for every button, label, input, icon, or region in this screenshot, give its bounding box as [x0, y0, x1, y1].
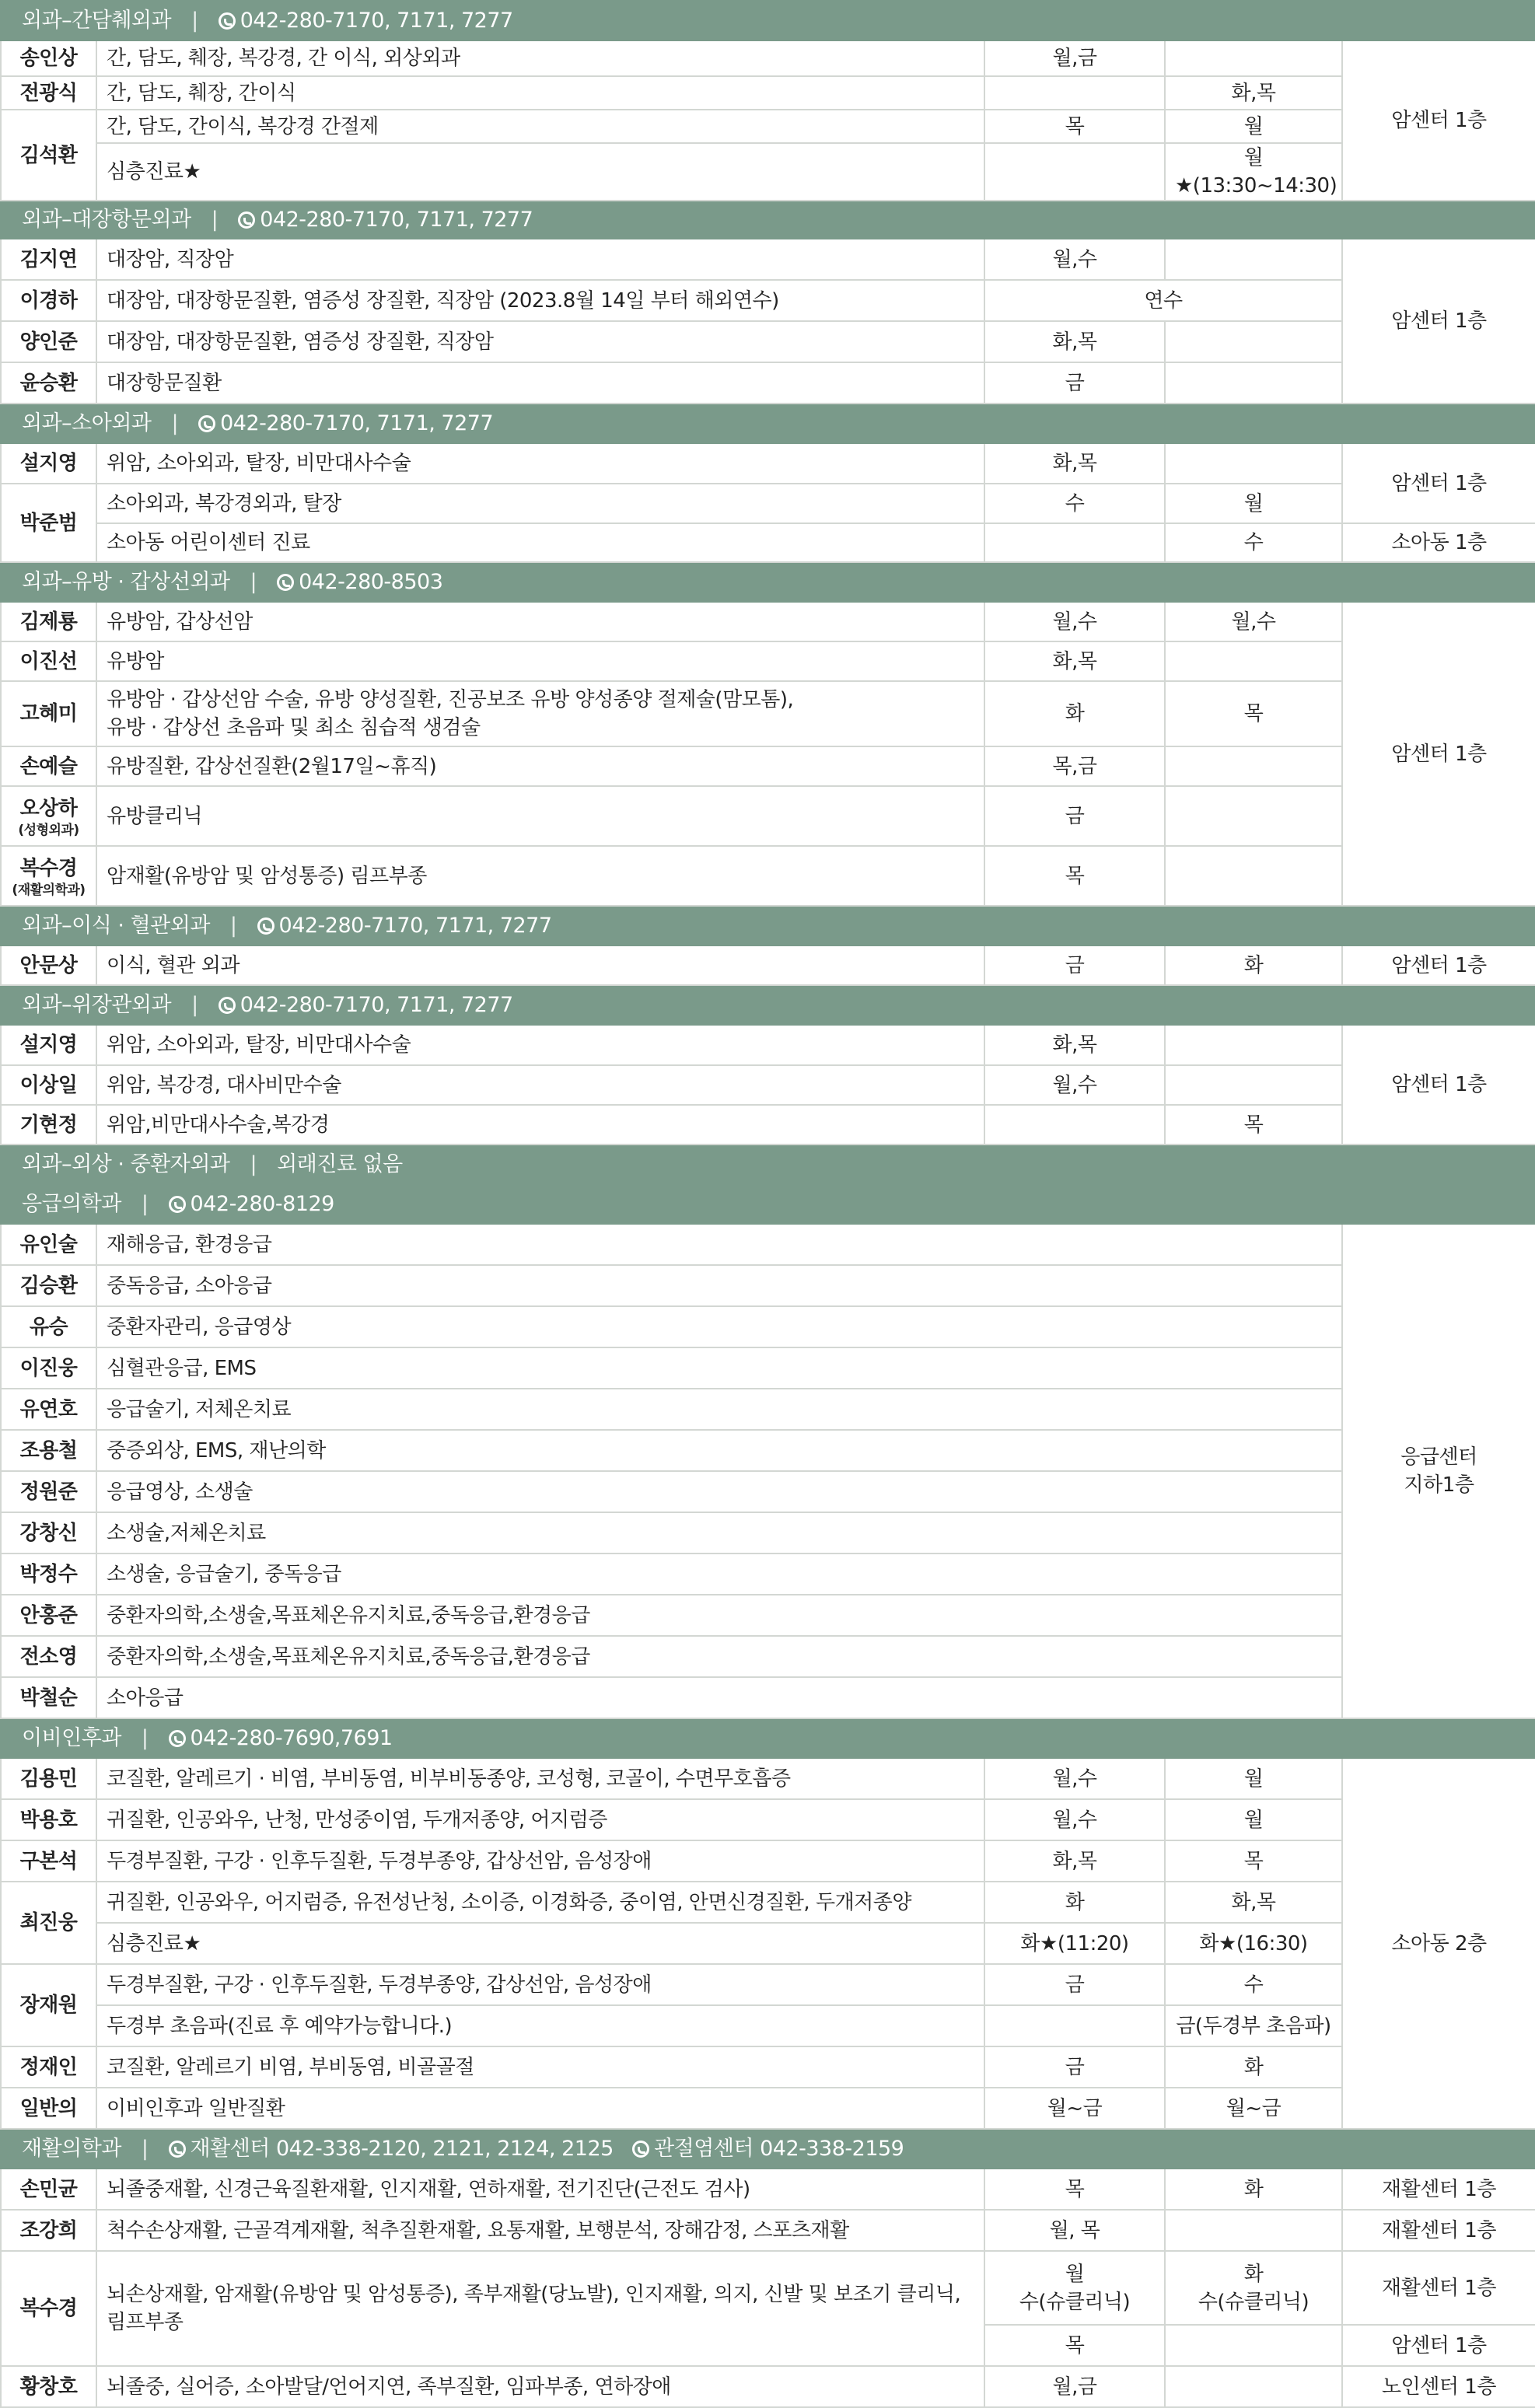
- section-header: 외과–외상 · 중환자외과 | 외래진료 없음: [1, 1145, 1535, 1184]
- doctor-name: 복수경: [1, 2251, 96, 2366]
- table-row: [1, 280, 1535, 321]
- specialty: 심층진료★: [96, 143, 984, 201]
- doctor-name: 박철순: [1, 1677, 96, 1718]
- section-title: 외과–외상 · 중환자외과: [22, 1152, 230, 1176]
- am-days: 월~금: [984, 2088, 1165, 2129]
- specialty: 심층진료★: [96, 1923, 984, 1964]
- specialty: 소아외과, 복강경외과, 탈장: [96, 484, 984, 523]
- pm-days: 화: [1165, 945, 1342, 985]
- am-days: 목: [984, 2325, 1165, 2366]
- table-row: [1, 2366, 1535, 2407]
- specialty: 대장암, 직장암: [96, 239, 984, 280]
- table-row: [1, 1677, 1535, 1718]
- pm-days: 월~금: [1165, 2088, 1342, 2129]
- doctor-name-text: 복수경: [19, 856, 78, 880]
- location: [1342, 1224, 1535, 1718]
- section-title: 응급의학과: [22, 1191, 121, 1216]
- section-phone: 042-280-7170, 7171, 7277: [260, 207, 533, 232]
- table-row: [1, 1105, 1535, 1145]
- section-header: 외과–이식 · 혈관외과 | 042-280-7170, 7171, 7277: [1, 906, 1535, 945]
- doctor-name: 조강희: [1, 2210, 96, 2251]
- doctor-name: 송인상: [1, 40, 96, 76]
- pm-days: 월,수: [1165, 602, 1342, 641]
- am-days: 금: [984, 2046, 1165, 2088]
- specialty: 뇌졸중재활, 신경근육질환재활, 인지재활, 연하재활, 전기진단(근전도 검사): [96, 2169, 984, 2210]
- specialty: 두경부질환, 구강 · 인후두질환, 두경부종양, 갑상선암, 음성장애: [96, 1840, 984, 1882]
- specialty: 척수손상재활, 근골격계재활, 척추질환재활, 요통재활, 보행분석, 장해감정, 스포츠재활: [96, 2210, 984, 2251]
- specialty: 위암, 소아외과, 탈장, 비만대사수술: [96, 443, 984, 484]
- doctor-name: 일반의: [1, 2088, 96, 2129]
- pm-days: [1165, 321, 1342, 362]
- doctor-name: 김승환: [1, 1265, 96, 1306]
- section-header: 외과–소아외과 | 042-280-7170, 7171, 7277: [1, 404, 1535, 443]
- specialty: 소생술,저체온치료: [96, 1512, 1342, 1553]
- table-row: [1, 1430, 1535, 1471]
- table-row: [1, 484, 1535, 523]
- doctor-name: 윤승환: [1, 362, 96, 404]
- doctor-name: 박준범: [1, 484, 96, 562]
- am-days: 목,금: [984, 746, 1165, 786]
- phone-icon: [169, 1730, 186, 1747]
- table-row: [1, 1471, 1535, 1512]
- table-row: [1, 846, 1535, 906]
- specialty: 대장암, 대장항문질환, 염증성 장질환, 직장암 (2023.8월 14일 부터 해외연수): [96, 280, 984, 321]
- specialty: 위암, 소아외과, 탈장, 비만대사수술: [96, 1025, 984, 1065]
- specialty: 중환자의학,소생술,목표체온유지치료,중독응급,환경응급: [96, 1595, 1342, 1636]
- specialty: 암재활(유방암 및 암성통증) 림프부종: [96, 846, 984, 906]
- table-row: [1, 2005, 1535, 2046]
- specialty: 대장암, 대장항문질환, 염증성 장질환, 직장암: [96, 321, 984, 362]
- doctor-name: 정재인: [1, 2046, 96, 2088]
- specialty: 간, 담도, 췌장, 간이식: [96, 76, 984, 110]
- specialty-line: 뇌손상재활, 암재활(유방암 및 암성통증), 족부재활(당뇨발), 인지재활, 의지, 신발 및 보조기 클리닉,: [107, 2283, 961, 2306]
- doctor-name: 손예슬: [1, 746, 96, 786]
- am-days: 금: [984, 1964, 1165, 2005]
- pm-days: 화,목: [1165, 76, 1342, 110]
- section-phone: 042-280-7170, 7171, 7277: [220, 411, 494, 435]
- doctor-name: 황창호: [1, 2366, 96, 2407]
- doctor-name: 설지영: [1, 1025, 96, 1065]
- specialty: 중환자의학,소생술,목표체온유지치료,중독응급,환경응급: [96, 1636, 1342, 1677]
- table-row: [1, 143, 1535, 201]
- doctor-dept: (성형외과): [18, 822, 79, 838]
- section-header: 응급의학과 | 042-280-8129: [1, 1184, 1535, 1224]
- location: 재활센터 1층: [1342, 2169, 1535, 2210]
- pm-days: 수: [1165, 523, 1342, 562]
- pm-days: [1165, 443, 1342, 484]
- doctor-name: 이경하: [1, 280, 96, 321]
- location: 암센터 1층: [1342, 239, 1535, 404]
- am-days: 화,목: [984, 1840, 1165, 1882]
- specialty: 간, 담도, 간이식, 복강경 간절제: [96, 110, 984, 143]
- table-row: [1, 443, 1535, 484]
- table-row: [1, 1964, 1535, 2005]
- doctor-name: 김제룡: [1, 602, 96, 641]
- specialty: 소아응급: [96, 1677, 1342, 1718]
- specialty: 재해응급, 환경응급: [96, 1224, 1342, 1265]
- phone-icon: [169, 2141, 186, 2158]
- section-header: 재활의학과 | 재활센터 042-338-2120, 2121, 2124, 2125 관절염센터 042-338-2159: [1, 2129, 1535, 2169]
- phone-icon: [238, 211, 255, 229]
- am-days: 화,목: [984, 1025, 1165, 1065]
- table-row: [1, 239, 1535, 280]
- pm-days: 월: [1165, 1799, 1342, 1840]
- pm-days: 목: [1165, 1105, 1342, 1145]
- pm-days: [1165, 846, 1342, 906]
- table-row: [1, 1636, 1535, 1677]
- table-row: [1, 786, 1535, 846]
- table-row: [1, 602, 1535, 641]
- pm-days: 월: [1165, 484, 1342, 523]
- doctor-name: 설지영: [1, 443, 96, 484]
- section-phone: 042-280-7170, 7171, 7277: [240, 992, 513, 1017]
- am-days: 월,금: [984, 40, 1165, 76]
- specialty: 소아동 어린이센터 진료: [96, 523, 984, 562]
- location: 암센터 1층: [1342, 40, 1535, 201]
- am-days: 목: [984, 2169, 1165, 2210]
- table-row: [1, 523, 1535, 562]
- am-days: 월,수: [984, 239, 1165, 280]
- table-row: [1, 1025, 1535, 1065]
- location: 암센터 1층: [1342, 602, 1535, 906]
- specialty: 소생술, 응급술기, 중독응급: [96, 1553, 1342, 1595]
- specialty: 두경부질환, 구강 · 인후두질환, 두경부종양, 갑상선암, 음성장애: [96, 1964, 984, 2005]
- location: 노인센터 1층: [1342, 2366, 1535, 2407]
- am-days: 금: [984, 945, 1165, 985]
- am-days: 월, 목: [984, 2210, 1165, 2251]
- doctor-name: 정원준: [1, 1471, 96, 1512]
- pm-days: [1165, 362, 1342, 404]
- specialty: 유방암, 갑상선암: [96, 602, 984, 641]
- phone-icon: [257, 917, 274, 935]
- doctor-name: 김석환: [1, 110, 96, 201]
- pm-days: [1165, 746, 1342, 786]
- doctor-name: 전광식: [1, 76, 96, 110]
- location: 소아동 1층: [1342, 523, 1535, 562]
- doctor-name: [1, 846, 96, 906]
- pm-days: [1165, 40, 1342, 76]
- am-days: 화,목: [984, 321, 1165, 362]
- doctor-name: 이상일: [1, 1065, 96, 1105]
- table-row: [1, 945, 1535, 985]
- am-days: 화★(11:20): [984, 1923, 1165, 1964]
- am-days: 월,수: [984, 1758, 1165, 1799]
- pm-days: [1165, 239, 1342, 280]
- am-days: 목: [984, 846, 1165, 906]
- pm-days: 수: [1165, 1964, 1342, 2005]
- location-line: 지하1층: [1404, 1473, 1474, 1497]
- specialty: 이비인후과 일반질환: [96, 2088, 984, 2129]
- doctor-name: 장재원: [1, 1964, 96, 2046]
- section-title: 외과–대장항문외과: [22, 207, 191, 232]
- doctor-name: 유연호: [1, 1389, 96, 1430]
- am-days: [984, 143, 1165, 201]
- section-title: 재활의학과: [22, 2136, 121, 2161]
- specialty: 코질환, 알레르기 · 비염, 부비동염, 비부비동종양, 코성형, 코골이, 수면무호흡증: [96, 1758, 984, 1799]
- doctor-name-text: 오상하: [19, 796, 78, 820]
- am-days: 월,수: [984, 1065, 1165, 1105]
- specialty: 두경부 초음파(진료 후 예약가능합니다.): [96, 2005, 984, 2046]
- doctor-name: 유인술: [1, 1224, 96, 1265]
- table-row: [1, 1553, 1535, 1595]
- doctor-name: 김용민: [1, 1758, 96, 1799]
- table-row: [1, 1224, 1535, 1265]
- table-row: [1, 1595, 1535, 1636]
- phone-icon: [198, 415, 215, 432]
- doctor-name: 안홍준: [1, 1595, 96, 1636]
- location: 암센터 1층: [1342, 443, 1535, 523]
- table-row: [1, 681, 1535, 746]
- section-phone: 재활센터 042-338-2120, 2121, 2124, 2125: [190, 2136, 614, 2161]
- table-row: [1, 1265, 1535, 1306]
- section-header: 이비인후과 | 042-280-7690,7691: [1, 1718, 1535, 1758]
- pm-days: [1165, 1025, 1342, 1065]
- specialty: 간, 담도, 췌장, 복강경, 간 이식, 외상외과: [96, 40, 984, 76]
- table-row: [1, 1923, 1535, 1964]
- pm-days: 화: [1165, 2169, 1342, 2210]
- pm-days: [1165, 2210, 1342, 2251]
- doctor-name: 손민균: [1, 2169, 96, 2210]
- specialty-line: 림프부종: [107, 2311, 184, 2334]
- section-header: 외과–유방 · 갑상선외과 | 042-280-8503: [1, 562, 1535, 602]
- doctor-name: 전소영: [1, 1636, 96, 1677]
- pm-days: [1165, 786, 1342, 846]
- am-days: 금: [984, 362, 1165, 404]
- doctor-name: 이진웅: [1, 1347, 96, 1389]
- am-days: 화,목: [984, 641, 1165, 681]
- pm-days: 화★(16:30): [1165, 1923, 1342, 1964]
- table-row: [1, 2046, 1535, 2088]
- location: 암센터 1층: [1342, 1025, 1535, 1145]
- phone-icon: [219, 12, 236, 30]
- table-row: [1, 362, 1535, 404]
- specialty: 귀질환, 인공와우, 어지럼증, 유전성난청, 소이증, 이경화증, 중이염, 안면신경질환, 두개저종양: [96, 1882, 984, 1923]
- specialty: 위암,비만대사수술,복강경: [96, 1105, 984, 1145]
- specialty-line: 유방 · 갑상선 초음파 및 최소 침습적 생검술: [107, 716, 481, 739]
- specialty: 중환자관리, 응급영상: [96, 1306, 1342, 1347]
- am-days: 화: [984, 1882, 1165, 1923]
- location: 암센터 1층: [1342, 945, 1535, 985]
- am-days: [984, 76, 1165, 110]
- table-row: [1, 76, 1535, 110]
- doctor-name: 박용호: [1, 1799, 96, 1840]
- doctor-name: 양인준: [1, 321, 96, 362]
- am-days: [984, 2005, 1165, 2046]
- pm-line: 수(슈클리닉): [1198, 2290, 1309, 2314]
- specialty: [96, 2251, 984, 2366]
- section-header: 외과–대장항문외과 | 042-280-7170, 7171, 7277: [1, 201, 1535, 239]
- pm-days: 화: [1165, 2046, 1342, 2088]
- section-phone: 042-280-7170, 7171, 7277: [278, 913, 552, 938]
- section-title: 외과–이식 · 혈관외과: [22, 913, 210, 938]
- doctor-name: 박정수: [1, 1553, 96, 1595]
- doctor-name: 최진웅: [1, 1882, 96, 1964]
- am-days: [984, 2251, 1165, 2325]
- specialty: 대장항문질환: [96, 362, 984, 404]
- doctor-name: 강창신: [1, 1512, 96, 1553]
- table-row: [1, 321, 1535, 362]
- doctor-name: 김지연: [1, 239, 96, 280]
- phone-icon: [169, 1196, 186, 1213]
- location: 암센터 1층: [1342, 2325, 1535, 2366]
- specialty: 유방클리닉: [96, 786, 984, 846]
- table-row: [1, 1389, 1535, 1430]
- location: 소아동 2층: [1342, 1758, 1535, 2129]
- specialty: 귀질환, 인공와우, 난청, 만성중이염, 두개저종양, 어지럼증: [96, 1799, 984, 1840]
- doctor-dept: (재활의학과): [12, 882, 86, 898]
- section-title: 외과–소아외과: [22, 411, 152, 435]
- section-phone: 042-280-8129: [190, 1191, 334, 1216]
- specialty: 중증외상, EMS, 재난의학: [96, 1430, 1342, 1471]
- phone-icon: [219, 997, 236, 1014]
- location-line: 응급센터: [1400, 1445, 1477, 1469]
- am-days: 월,수: [984, 1799, 1165, 1840]
- specialty: 이식, 혈관 외과: [96, 945, 984, 985]
- table-row: [1, 40, 1535, 76]
- specialty: 유방암: [96, 641, 984, 681]
- am-days: 금: [984, 786, 1165, 846]
- table-row: [1, 2251, 1535, 2325]
- table-row: [1, 1799, 1535, 1840]
- pm-days: 목: [1165, 681, 1342, 746]
- specialty: [96, 681, 984, 746]
- schedule-span: 연수: [984, 280, 1342, 321]
- am-days: [984, 523, 1165, 562]
- table-row: [1, 2088, 1535, 2129]
- section-title: 외과–유방 · 갑상선외과: [22, 569, 230, 594]
- pm-days: 월: [1165, 110, 1342, 143]
- am-days: 화: [984, 681, 1165, 746]
- table-row: [1, 1306, 1535, 1347]
- specialty: 응급술기, 저체온치료: [96, 1389, 1342, 1430]
- table-row: [1, 1840, 1535, 1882]
- am-line: 수(슈클리닉): [1019, 2290, 1131, 2314]
- table-row: [1, 1758, 1535, 1799]
- table-row: [1, 1882, 1535, 1923]
- section-phone: 042-280-7690,7691: [190, 1725, 393, 1750]
- pm-days: 화,목: [1165, 1882, 1342, 1923]
- am-days: 월,수: [984, 602, 1165, 641]
- doctor-name: 고혜미: [1, 681, 96, 746]
- specialty-line: 유방암 · 갑상선암 수술, 유방 양성질환, 진공보조 유방 양성종양 절제술(맘모톰),: [107, 688, 794, 711]
- am-days: 화,목: [984, 443, 1165, 484]
- specialty: 위암, 복강경, 대사비만수술: [96, 1065, 984, 1105]
- am-days: 월,금: [984, 2366, 1165, 2407]
- am-days: 목: [984, 110, 1165, 143]
- section-header: 외과–위장관외과 | 042-280-7170, 7171, 7277: [1, 985, 1535, 1025]
- pm-line: 화: [1243, 2262, 1264, 2286]
- specialty: 코질환, 알레르기 비염, 부비동염, 비골골절: [96, 2046, 984, 2088]
- doctor-name: 이진선: [1, 641, 96, 681]
- section-phone: 042-280-7170, 7171, 7277: [240, 8, 513, 33]
- doctor-name: 구본석: [1, 1840, 96, 1882]
- section-note: 외래진료 없음: [277, 1152, 403, 1176]
- pm-days: [1165, 2366, 1342, 2407]
- specialty: 중독응급, 소아응급: [96, 1265, 1342, 1306]
- table-row: [1, 2210, 1535, 2251]
- pm-days: [1165, 2251, 1342, 2325]
- table-row: [1, 1065, 1535, 1105]
- table-row: [1, 2169, 1535, 2210]
- doctor-name: 조용철: [1, 1430, 96, 1471]
- section-phone: 042-280-8503: [299, 569, 443, 594]
- section-title: 외과–위장관외과: [22, 992, 172, 1017]
- table-row: [1, 110, 1535, 143]
- pm-days: [1165, 2325, 1342, 2366]
- location: 재활센터 1층: [1342, 2210, 1535, 2251]
- doctor-name: 기현정: [1, 1105, 96, 1145]
- pm-days: 금(두경부 초음파): [1165, 2005, 1342, 2046]
- pm-days: 월: [1165, 1758, 1342, 1799]
- pm-days: 월★(13:30~14:30): [1165, 143, 1342, 201]
- section-header: 외과–간담췌외과 | 042-280-7170, 7171, 7277: [1, 1, 1535, 40]
- table-row: [1, 1347, 1535, 1389]
- specialty: 응급영상, 소생술: [96, 1471, 1342, 1512]
- phone-icon: [277, 574, 294, 591]
- pm-days: [1165, 1065, 1342, 1105]
- table-row: [1, 1512, 1535, 1553]
- phone-icon: [632, 2141, 649, 2158]
- location: 재활센터 1층: [1342, 2251, 1535, 2325]
- table-row: [1, 746, 1535, 786]
- pm-days: [1165, 641, 1342, 681]
- pm-days: 목: [1165, 1840, 1342, 1882]
- doctor-name: 유승: [1, 1306, 96, 1347]
- section-phone: 관절염센터 042-338-2159: [654, 2136, 904, 2161]
- section-title: 이비인후과: [22, 1725, 121, 1750]
- table-row: [1, 641, 1535, 681]
- am-days: 수: [984, 484, 1165, 523]
- am-days: [984, 1105, 1165, 1145]
- specialty: 유방질환, 갑상선질환(2월17일~휴직): [96, 746, 984, 786]
- section-title: 외과–간담췌외과: [22, 8, 172, 33]
- am-line: 월: [1065, 2262, 1085, 2286]
- doctor-name: [1, 786, 96, 846]
- specialty: 심혈관응급, EMS: [96, 1347, 1342, 1389]
- doctor-name: 안문상: [1, 945, 96, 985]
- specialty: 뇌졸중, 실어증, 소아발달/언어지연, 족부질환, 임파부종, 연하장애: [96, 2366, 984, 2407]
